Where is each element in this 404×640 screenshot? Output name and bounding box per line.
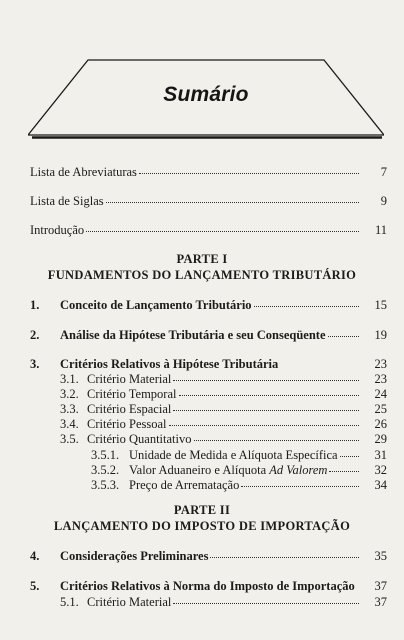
- leader-dots: [169, 425, 359, 426]
- toc-subsection-3-5-1[interactable]: [91, 448, 387, 463]
- toc-entry-page: 34: [374, 478, 387, 492]
- section-title: Critério Espacial: [87, 402, 172, 416]
- toc-chapter-1[interactable]: [30, 298, 387, 313]
- toc-entry-page: 26: [374, 417, 387, 431]
- toc-chapter-2[interactable]: [30, 328, 387, 343]
- toc-subsection-3-5-2[interactable]: [91, 463, 387, 478]
- toc-entry-page: 37: [374, 595, 387, 609]
- toc-entry-page: 32: [374, 463, 387, 477]
- toc-entry-page: 31: [374, 448, 387, 462]
- section-number: 3.5.: [60, 432, 79, 446]
- toc-entry-page: 29: [374, 432, 387, 446]
- leader-dots: [179, 395, 360, 396]
- toc-subsection-3-5-3[interactable]: [91, 478, 387, 493]
- leader-dots: [173, 410, 359, 411]
- chapter-title: Critérios Relativos à Hipótese Tributária: [60, 357, 279, 371]
- section-number: 3.3.: [60, 402, 79, 416]
- leader-dots: [241, 486, 359, 487]
- leader-dots: [210, 557, 359, 558]
- toc-section-3-3[interactable]: [60, 402, 387, 417]
- leader-dots: [139, 173, 359, 174]
- toc-entry-page: 37: [374, 579, 387, 593]
- toc-entry-abbreviations[interactable]: [30, 165, 387, 180]
- chapter-title: Considerações Preliminares: [60, 549, 209, 563]
- leader-dots: [254, 306, 359, 307]
- section-number: 3.4.: [60, 417, 79, 431]
- toc-entry-page: 23: [374, 372, 387, 386]
- toc-entry-label: Lista de Siglas: [30, 194, 104, 208]
- toc-entry-page: 9: [380, 194, 387, 208]
- section-number: 3.2.: [60, 387, 79, 401]
- leader-dots: [106, 202, 359, 203]
- subsection-number: 3.5.3.: [91, 478, 120, 492]
- part-heading: PARTE I: [176, 252, 228, 266]
- toc-entry-page: 24: [374, 387, 387, 401]
- toc-entry-page: 25: [374, 402, 387, 416]
- toc-chapter-4[interactable]: [30, 549, 387, 564]
- toc-entry-page: 7: [380, 165, 387, 179]
- toc-entry-page: 35: [374, 549, 387, 563]
- chapter-title: Análise da Hipótese Tributária e seu Conseqüente: [60, 328, 326, 342]
- leader-dots: [173, 380, 359, 381]
- toc-section-3-1[interactable]: [60, 372, 387, 387]
- toc-section-3-5[interactable]: [60, 432, 387, 447]
- toc-section-3-4[interactable]: [60, 417, 387, 432]
- chapter-title: Conceito de Lançamento Tributário: [60, 298, 252, 312]
- section-title: Critério Material: [87, 372, 172, 386]
- summary-banner: [28, 57, 384, 141]
- part-subtitle: FUNDAMENTOS DO LANÇAMENTO TRIBUTÁRIO: [47, 268, 357, 282]
- section-number: 5.1.: [60, 595, 79, 609]
- toc-entry-label: Lista de Abreviaturas: [30, 165, 137, 179]
- section-title: Critério Temporal: [87, 387, 177, 401]
- toc-entry-label: Introdução: [30, 223, 85, 237]
- section-title: Critério Material: [87, 595, 172, 609]
- toc-entry-page: 15: [374, 298, 387, 312]
- leader-dots: [86, 231, 359, 232]
- part-heading: PARTE II: [173, 503, 231, 517]
- toc-entry-page: 11: [374, 223, 387, 237]
- part-subtitle: LANÇAMENTO DO IMPOSTO DE IMPORTAÇÃO: [53, 519, 351, 533]
- subsection-number: 3.5.1.: [91, 448, 120, 462]
- leader-dots: [173, 603, 359, 604]
- chapter-number: 5.: [30, 579, 40, 593]
- subsection-title: Valor Aduaneiro e Alíquota: [129, 463, 270, 477]
- chapter-title: Critérios Relativos à Norma do Imposto de Importação: [60, 579, 355, 593]
- section-title: Critério Pessoal: [87, 417, 167, 431]
- subsection-title-italic: Ad Valorem: [269, 463, 328, 477]
- section-number: 3.1.: [60, 372, 79, 386]
- section-title: Critério Quantitativo: [87, 432, 192, 446]
- chapter-number: 1.: [30, 298, 40, 312]
- toc-chapter-5[interactable]: [30, 579, 387, 594]
- leader-dots: [340, 456, 359, 457]
- toc-entry-page: 23: [374, 357, 387, 371]
- leader-dots: [328, 336, 359, 337]
- chapter-number: 3.: [30, 357, 40, 371]
- toc-entry-page: 19: [374, 328, 387, 342]
- page-title: Sumário: [163, 83, 249, 106]
- toc-section-3-2[interactable]: [60, 387, 387, 402]
- subsection-number: 3.5.2.: [91, 463, 120, 477]
- leader-dots: [329, 471, 359, 472]
- toc-chapter-3[interactable]: [30, 357, 387, 372]
- subsection-title: Unidade de Medida e Alíquota Específica: [129, 448, 338, 462]
- chapter-number: 2.: [30, 328, 40, 342]
- toc-entry-introduction[interactable]: [30, 223, 387, 238]
- leader-dots: [194, 440, 360, 441]
- toc-entry-acronyms[interactable]: [30, 194, 387, 209]
- toc-section-5-1[interactable]: [60, 595, 387, 610]
- chapter-number: 4.: [30, 549, 40, 563]
- subsection-title: Preço de Arrematação: [129, 478, 240, 492]
